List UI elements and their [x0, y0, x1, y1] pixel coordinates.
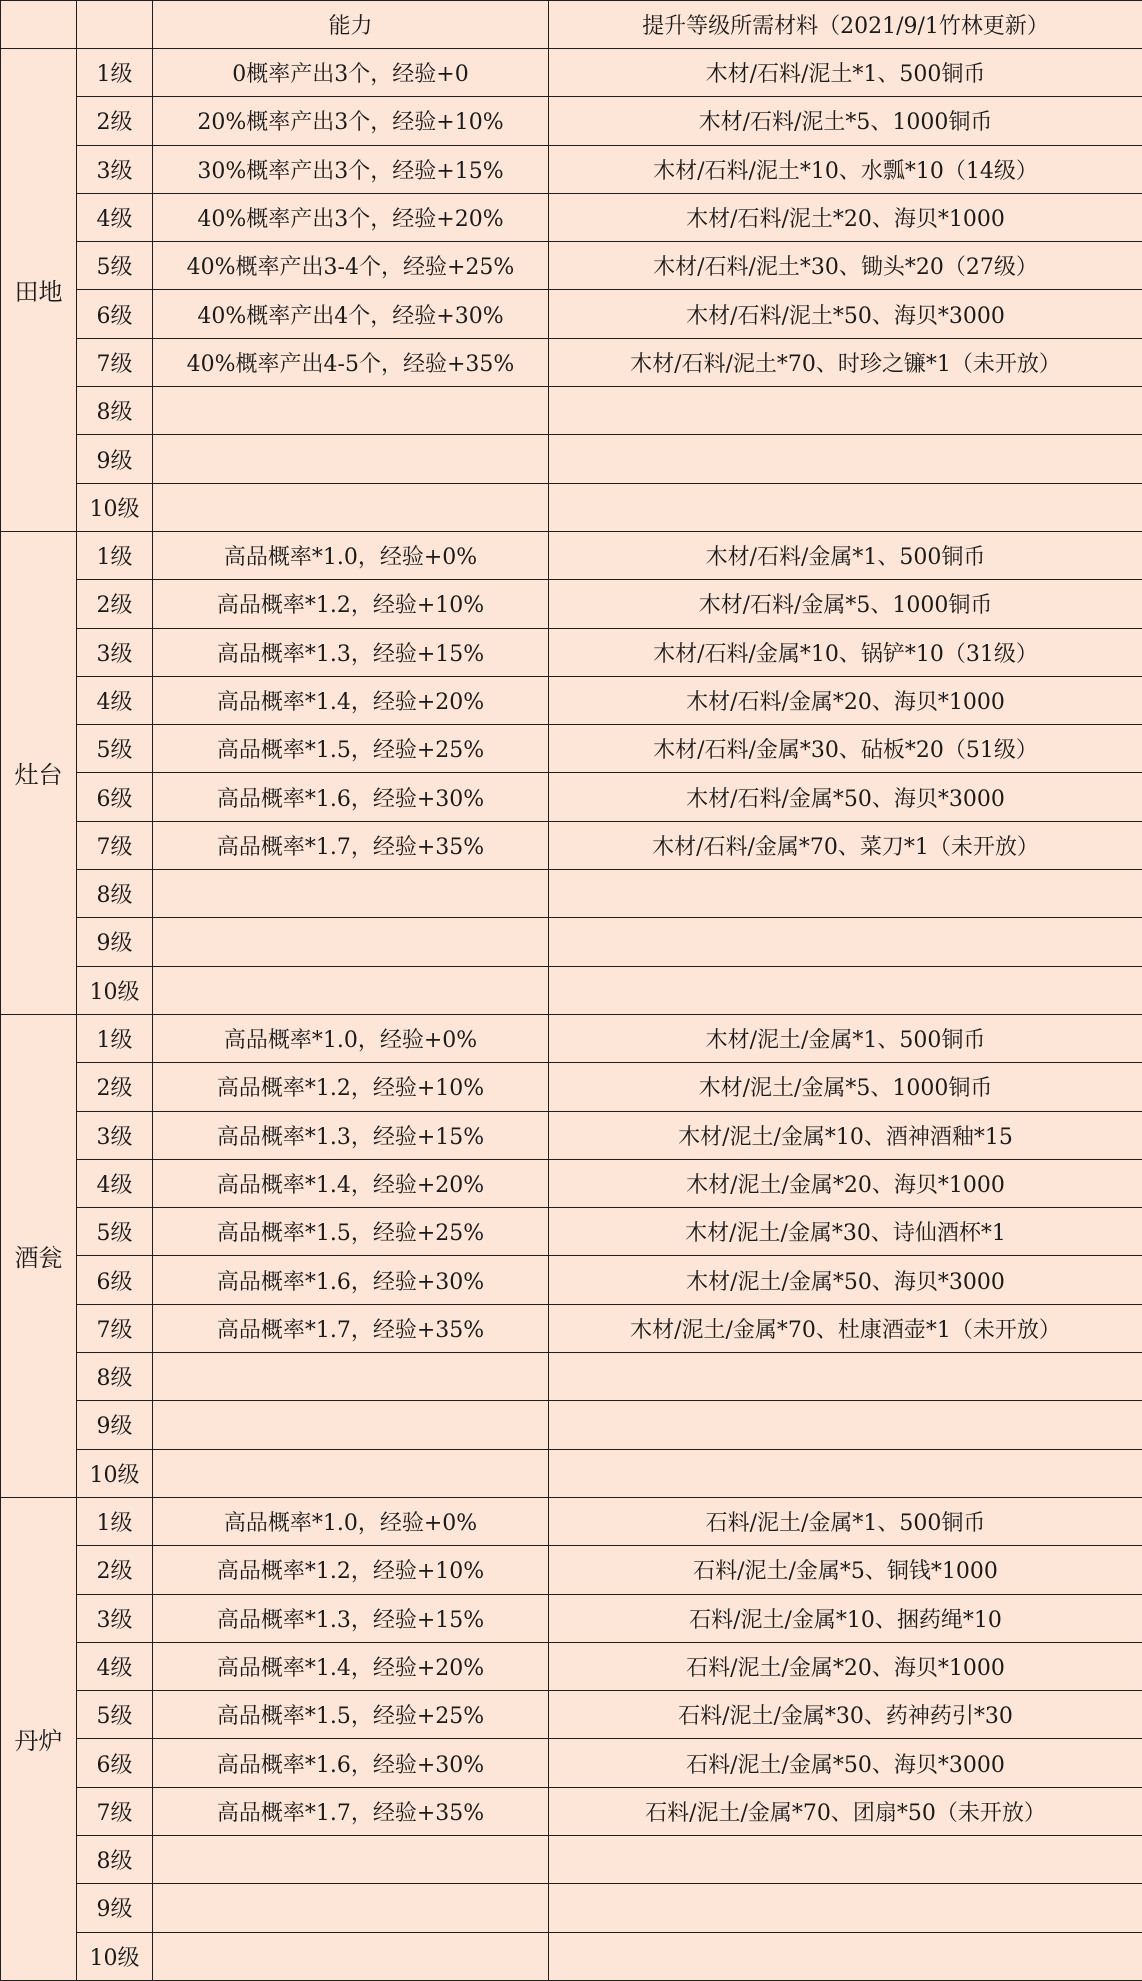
ability-cell: 高品概率*1.7，经验+35% [153, 1304, 549, 1352]
ability-cell [153, 1401, 549, 1449]
header-level-cell [77, 1, 153, 49]
level-cell: 4级 [77, 1159, 153, 1207]
materials-cell: 木材/石料/泥土*10、水瓢*10（14级） [549, 145, 1142, 193]
materials-cell: 木材/石料/金属*1、500铜币 [549, 531, 1142, 579]
table-row [1, 290, 1142, 338]
level-cell: 1级 [77, 1497, 153, 1545]
header-ability: 能力 [153, 1, 549, 49]
level-cell: 9级 [77, 435, 153, 483]
table-row [1, 1497, 1142, 1545]
ability-cell: 高品概率*1.5，经验+25% [153, 725, 549, 773]
level-cell: 9级 [77, 1401, 153, 1449]
materials-cell: 石料/泥土/金属*50、海贝*3000 [549, 1739, 1142, 1787]
table-row [1, 725, 1142, 773]
materials-cell [549, 1932, 1142, 1980]
ability-cell [153, 1932, 549, 1980]
ability-cell [153, 918, 549, 966]
level-cell: 4级 [77, 193, 153, 241]
materials-cell: 石料/泥土/金属*70、团扇*50（未开放） [549, 1787, 1142, 1835]
table-row [1, 1691, 1142, 1739]
table-body [1, 49, 1142, 1981]
table-row [1, 1401, 1142, 1449]
ability-cell [153, 1353, 549, 1401]
table-row [1, 821, 1142, 869]
level-cell: 6级 [77, 1739, 153, 1787]
ability-cell [153, 1449, 549, 1497]
table-row [1, 531, 1142, 579]
level-cell: 10级 [77, 1449, 153, 1497]
level-cell: 4级 [77, 1642, 153, 1690]
ability-cell [153, 387, 549, 435]
materials-cell: 石料/泥土/金属*30、药神药引*30 [549, 1691, 1142, 1739]
table-row [1, 1208, 1142, 1256]
ability-cell: 高品概率*1.4，经验+20% [153, 1159, 549, 1207]
materials-cell: 石料/泥土/金属*5、铜钱*1000 [549, 1546, 1142, 1594]
table-row [1, 1594, 1142, 1642]
table-row [1, 1546, 1142, 1594]
ability-cell: 40%概率产出3个，经验+20% [153, 193, 549, 241]
materials-cell: 木材/石料/泥土*1、500铜币 [549, 49, 1142, 97]
ability-cell: 40%概率产出4-5个，经验+35% [153, 338, 549, 386]
table-row [1, 1063, 1142, 1111]
ability-cell: 高品概率*1.4，经验+20% [153, 1642, 549, 1690]
table-row [1, 49, 1142, 97]
level-cell: 6级 [77, 290, 153, 338]
level-cell: 7级 [77, 1304, 153, 1352]
level-cell: 1级 [77, 531, 153, 579]
header-group-cell [1, 1, 77, 49]
table-row [1, 1256, 1142, 1304]
level-cell: 7级 [77, 1787, 153, 1835]
ability-cell: 高品概率*1.2，经验+10% [153, 580, 549, 628]
level-cell: 3级 [77, 628, 153, 676]
header-row [1, 1, 1142, 49]
ability-cell [153, 1835, 549, 1883]
materials-cell: 木材/泥土/金属*1、500铜币 [549, 1014, 1142, 1062]
materials-cell: 木材/泥土/金属*30、诗仙酒杯*1 [549, 1208, 1142, 1256]
level-cell: 10级 [77, 966, 153, 1014]
level-cell: 6级 [77, 773, 153, 821]
level-cell: 2级 [77, 1063, 153, 1111]
ability-cell [153, 483, 549, 531]
level-cell: 5级 [77, 242, 153, 290]
table-row [1, 1353, 1142, 1401]
table-row [1, 1884, 1142, 1932]
level-cell: 4级 [77, 676, 153, 724]
level-cell: 8级 [77, 1353, 153, 1401]
table-row [1, 483, 1142, 531]
ability-cell [153, 966, 549, 1014]
group-name-cell: 田地 [1, 49, 77, 532]
ability-cell: 高品概率*1.5，经验+25% [153, 1208, 549, 1256]
ability-cell: 30%概率产出3个，经验+15% [153, 145, 549, 193]
table-row [1, 435, 1142, 483]
level-cell: 8级 [77, 387, 153, 435]
materials-cell: 石料/泥土/金属*10、捆药绳*10 [549, 1594, 1142, 1642]
table-row [1, 193, 1142, 241]
table-row [1, 1449, 1142, 1497]
materials-cell: 木材/石料/泥土*70、时珍之镰*1（未开放） [549, 338, 1142, 386]
ability-cell: 20%概率产出3个，经验+10% [153, 97, 549, 145]
table-row [1, 1159, 1142, 1207]
materials-cell [549, 1401, 1142, 1449]
level-cell: 2级 [77, 1546, 153, 1594]
ability-cell: 高品概率*1.6，经验+30% [153, 773, 549, 821]
table-row [1, 1111, 1142, 1159]
ability-cell: 40%概率产出3-4个，经验+25% [153, 242, 549, 290]
level-cell: 2级 [77, 580, 153, 628]
table-row [1, 1642, 1142, 1690]
table-row [1, 628, 1142, 676]
table-row [1, 145, 1142, 193]
table-row [1, 918, 1142, 966]
ability-cell: 高品概率*1.0，经验+0% [153, 1497, 549, 1545]
table-row [1, 1932, 1142, 1980]
table-row [1, 870, 1142, 918]
materials-cell [549, 870, 1142, 918]
materials-cell: 木材/泥土/金属*10、酒神酒釉*15 [549, 1111, 1142, 1159]
ability-cell [153, 1884, 549, 1932]
ability-cell: 高品概率*1.4，经验+20% [153, 676, 549, 724]
level-cell: 1级 [77, 1014, 153, 1062]
materials-cell: 木材/泥土/金属*5、1000铜币 [549, 1063, 1142, 1111]
materials-cell: 木材/石料/泥土*20、海贝*1000 [549, 193, 1142, 241]
materials-cell [549, 1353, 1142, 1401]
level-cell: 3级 [77, 1111, 153, 1159]
materials-cell: 木材/泥土/金属*50、海贝*3000 [549, 1256, 1142, 1304]
materials-cell [549, 387, 1142, 435]
ability-cell [153, 435, 549, 483]
header-materials: 提升等级所需材料（2021/9/1竹林更新） [549, 1, 1142, 49]
materials-cell: 石料/泥土/金属*1、500铜币 [549, 1497, 1142, 1545]
materials-cell [549, 918, 1142, 966]
materials-cell: 木材/泥土/金属*20、海贝*1000 [549, 1159, 1142, 1207]
materials-cell: 木材/石料/泥土*50、海贝*3000 [549, 290, 1142, 338]
level-cell: 10级 [77, 483, 153, 531]
ability-cell: 高品概率*1.3，经验+15% [153, 1111, 549, 1159]
level-cell: 5级 [77, 1208, 153, 1256]
table-row [1, 97, 1142, 145]
materials-cell: 木材/泥土/金属*70、杜康酒壶*1（未开放） [549, 1304, 1142, 1352]
ability-cell: 高品概率*1.6，经验+30% [153, 1739, 549, 1787]
level-cell: 9级 [77, 918, 153, 966]
ability-cell: 高品概率*1.6，经验+30% [153, 1256, 549, 1304]
materials-cell: 石料/泥土/金属*20、海贝*1000 [549, 1642, 1142, 1690]
ability-cell: 高品概率*1.2，经验+10% [153, 1063, 549, 1111]
materials-cell [549, 966, 1142, 1014]
level-cell: 1级 [77, 49, 153, 97]
materials-cell: 木材/石料/金属*20、海贝*1000 [549, 676, 1142, 724]
level-cell: 3级 [77, 1594, 153, 1642]
materials-cell [549, 483, 1142, 531]
ability-cell: 0概率产出3个，经验+0 [153, 49, 549, 97]
materials-cell: 木材/石料/金属*50、海贝*3000 [549, 773, 1142, 821]
ability-cell: 高品概率*1.7，经验+35% [153, 821, 549, 869]
materials-cell: 木材/石料/金属*70、菜刀*1（未开放） [549, 821, 1142, 869]
ability-cell: 高品概率*1.5，经验+25% [153, 1691, 549, 1739]
group-name-cell: 灶台 [1, 531, 77, 1014]
materials-cell: 木材/石料/金属*10、锅铲*10（31级） [549, 628, 1142, 676]
level-cell: 7级 [77, 821, 153, 869]
table-row [1, 1014, 1142, 1062]
level-cell: 6级 [77, 1256, 153, 1304]
level-cell: 5级 [77, 1691, 153, 1739]
ability-cell: 高品概率*1.3，经验+15% [153, 628, 549, 676]
level-cell: 9级 [77, 1884, 153, 1932]
ability-cell: 高品概率*1.3，经验+15% [153, 1594, 549, 1642]
table-row [1, 676, 1142, 724]
table-row [1, 1304, 1142, 1352]
table-row [1, 338, 1142, 386]
ability-cell: 高品概率*1.2，经验+10% [153, 1546, 549, 1594]
ability-cell [153, 870, 549, 918]
materials-cell [549, 1884, 1142, 1932]
group-name-cell: 酒瓮 [1, 1014, 77, 1497]
level-cell: 5级 [77, 725, 153, 773]
materials-cell [549, 435, 1142, 483]
ability-cell: 高品概率*1.0，经验+0% [153, 1014, 549, 1062]
materials-cell: 木材/石料/泥土*30、锄头*20（27级） [549, 242, 1142, 290]
table-row [1, 580, 1142, 628]
level-cell: 8级 [77, 870, 153, 918]
level-cell: 8级 [77, 1835, 153, 1883]
ability-cell: 40%概率产出4个，经验+30% [153, 290, 549, 338]
group-name-cell: 丹炉 [1, 1497, 77, 1980]
level-cell: 2级 [77, 97, 153, 145]
materials-cell [549, 1449, 1142, 1497]
level-cell: 7级 [77, 338, 153, 386]
level-cell: 10级 [77, 1932, 153, 1980]
ability-cell: 高品概率*1.0，经验+0% [153, 531, 549, 579]
materials-cell [549, 1835, 1142, 1883]
table-row [1, 1787, 1142, 1835]
materials-cell: 木材/石料/金属*5、1000铜币 [549, 580, 1142, 628]
materials-cell: 木材/石料/金属*30、砧板*20（51级） [549, 725, 1142, 773]
level-cell: 3级 [77, 145, 153, 193]
table-row [1, 773, 1142, 821]
table-row [1, 387, 1142, 435]
table-row [1, 1835, 1142, 1883]
ability-cell: 高品概率*1.7，经验+35% [153, 1787, 549, 1835]
table-row [1, 1739, 1142, 1787]
table-row [1, 966, 1142, 1014]
table-row [1, 242, 1142, 290]
materials-cell: 木材/石料/泥土*5、1000铜币 [549, 97, 1142, 145]
